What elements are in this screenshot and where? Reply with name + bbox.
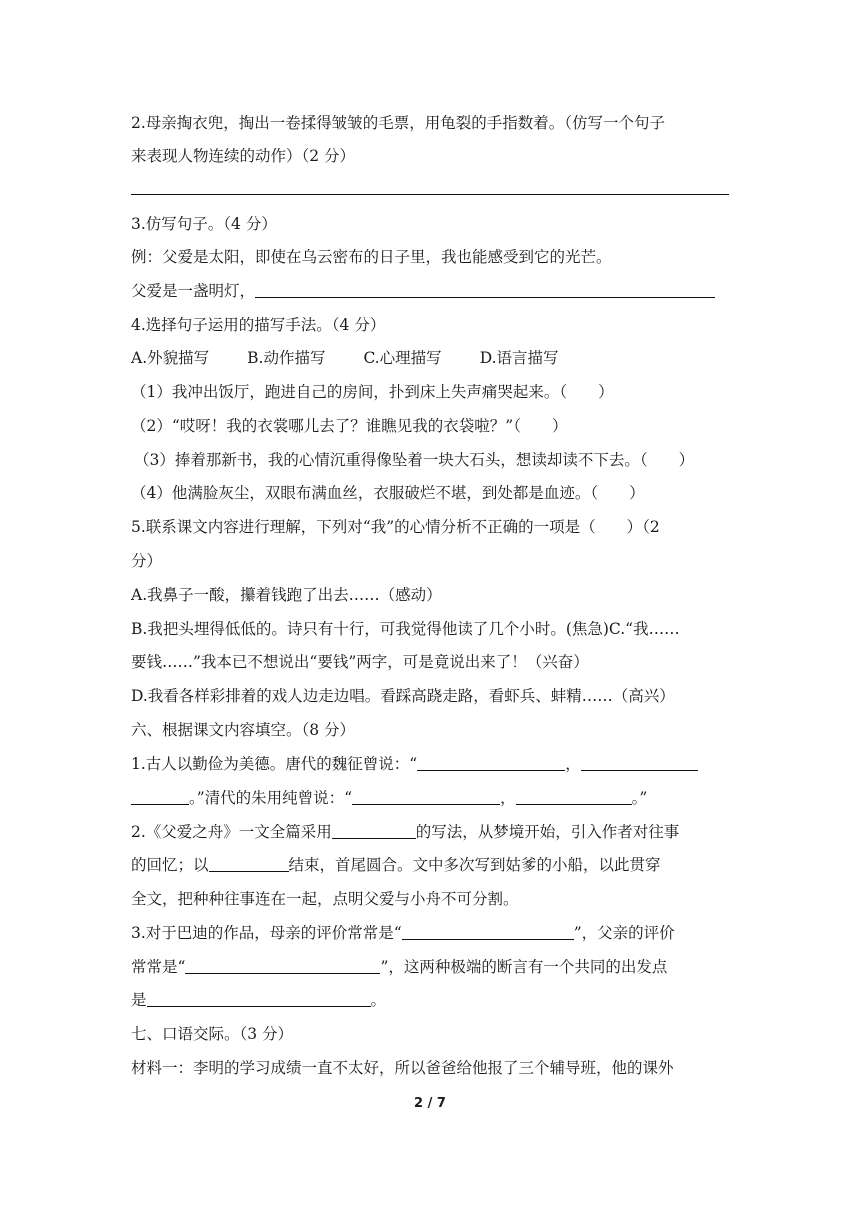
s6-q2-blank-1[interactable]	[332, 823, 416, 839]
s6-q3-text-d: ”，这两种极端的断言有一个共同的出发点	[380, 958, 668, 976]
s6-q2-line3: 全文，把种种往事连在一起，点明父爱与小舟不可分割。	[131, 890, 519, 908]
q3-answer-blank[interactable]	[255, 282, 715, 298]
s6-q1-comma: ，	[565, 755, 581, 773]
s6-q1-end: 。”	[631, 789, 648, 807]
q5-option-b: B.我把头埋得低低的。诗只有十行，可我觉得他读了几个小时。(焦急)C.“我……	[131, 620, 680, 638]
s6-q3-blank-2[interactable]	[185, 958, 380, 974]
q4-item-4: （4）他满脸灰尘，双眼布满血丝，衣服破烂不堪，到处都是血迹。（ ）	[131, 484, 645, 502]
q4-option-b: B.动作描写	[247, 349, 326, 367]
page-number: 2 / 7	[414, 1096, 446, 1111]
section7-title: 七、口语交际。（3 分）	[131, 1025, 294, 1043]
s6-q1-blank-2a[interactable]	[581, 755, 698, 771]
s6-q3-text-e: 是	[131, 991, 147, 1009]
s6-q3-text-c: 常常是“	[131, 958, 186, 976]
s6-q2-text-c: 的回忆；以	[131, 856, 209, 874]
q5-option-d: D.我看各样彩排着的戏人边走边唱。看踩高跷走路，看虾兵、蚌精……（高兴）	[131, 687, 675, 705]
q5-option-c: 要钱……”我本已不想说出“要钱”两字，可是竟说出来了！（兴奋）	[131, 653, 589, 671]
q4-option-a: A.外貌描写	[131, 349, 210, 367]
s6-q1-blank-3[interactable]	[352, 789, 500, 805]
q4-item-1: （1）我冲出饭厅，跑进自己的房间，扑到床上失声痛哭起来。（ ）	[131, 383, 614, 401]
s6-q1-blank-1[interactable]	[417, 755, 565, 771]
section7-material: 材料一：李明的学习成绩一直不太好，所以爸爸给他报了三个辅导班，他的课外	[131, 1059, 674, 1077]
q3-prompt: 父爱是一盏明灯，	[131, 282, 256, 300]
s6-q1-text-a: 1.古人以勤俭为美德。唐代的魏征曾说：“	[131, 755, 418, 773]
q4-option-d: D.语言描写	[479, 349, 559, 367]
s6-q3-line3	[131, 990, 731, 1010]
s6-q2-text-b: 的写法，从梦境开始，引入作者对往事	[415, 823, 680, 841]
q2-line2: 来表现人物连续的动作）（2 分）	[131, 147, 356, 165]
s6-q2-text-d: 结束，首尾圆合。文中多次写到姑爹的小船，以此贯穿	[288, 856, 661, 874]
q4-options	[131, 348, 731, 368]
s6-q2-text-a: 2.《父爱之舟》一文全篇采用	[131, 823, 332, 841]
s6-q1-blank-4[interactable]	[516, 789, 632, 805]
q3-prompt-line	[131, 281, 731, 301]
s6-q3-line2	[131, 957, 731, 977]
s6-q1-line1	[131, 754, 731, 774]
q5-line1: 5.联系课文内容进行理解，下列对“我”的心情分析不正确的一项是（ ）（2	[131, 518, 660, 536]
s6-q3-end: 。	[370, 991, 387, 1009]
s6-q1-comma-2: ，	[500, 789, 516, 807]
s6-q3-text-a: 3.对于巴迪的作品，母亲的评价常常是“	[131, 924, 402, 942]
q4-option-c: C.心理描写	[363, 349, 442, 367]
s6-q2-blank-2[interactable]	[209, 856, 289, 872]
s6-q3-blank-1[interactable]	[402, 924, 574, 940]
q3-title: 3.仿写句子。（4 分）	[131, 215, 277, 233]
q3-example: 例：父爱是太阳，即使在乌云密布的日子里，我也能感受到它的光芒。	[131, 248, 612, 266]
q2-line1: 2.母亲掏衣兜，掏出一卷揉得皱皱的毛票，用龟裂的手指数着。（仿写一个句子	[131, 114, 666, 132]
q4-title: 4.选择句子运用的描写手法。（4 分）	[131, 316, 386, 334]
q4-item-2: （2）“哎呀！我的衣裳哪儿去了？谁瞧见我的衣袋啦？”（ ）	[131, 417, 568, 435]
section6-title: 六、根据课文内容填空。（8 分）	[131, 721, 356, 739]
s6-q2-line1	[131, 822, 731, 842]
q5-line2: 分）	[131, 552, 163, 570]
q4-item-3: （3）捧着那新书，我的心情沉重得像坠着一块大石头，想读却读不下去。（ ）	[134, 451, 695, 469]
q5-option-a: A.我鼻子一酸，攥着钱跑了出去……（感动）	[131, 586, 442, 604]
s6-q2-line2	[131, 855, 731, 875]
s6-q3-text-b: ”，父亲的评价	[573, 924, 675, 942]
q2-answer-line[interactable]	[131, 194, 729, 195]
s6-q1-blank-2b[interactable]	[131, 789, 189, 805]
s6-q3-line1	[131, 923, 731, 943]
s6-q1-text-c: 。”清代的朱用纯曾说：“	[189, 789, 353, 807]
s6-q3-blank-3[interactable]	[147, 991, 371, 1007]
s6-q1-line2	[131, 788, 731, 808]
